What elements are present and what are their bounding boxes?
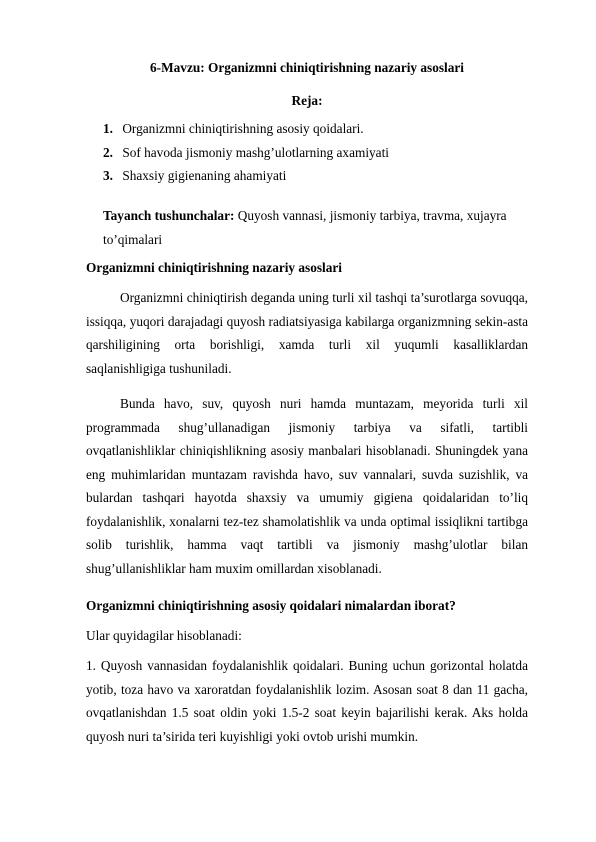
plan-item-text: Sof havoda jismoniy mashg’ulotlarning axamiyati — [122, 144, 389, 160]
section-heading: Organizmni chiniqtirishning nazariy asoslari — [86, 260, 342, 275]
plan-item-text: Shaxsiy gigienaning ahamiyati — [122, 168, 287, 183]
plan-item — [103, 121, 389, 145]
body-paragraph: Ular quyidagilar hisoblanadi: — [86, 628, 242, 643]
keywords-paragraph — [103, 204, 523, 251]
plan-item-text: Organizmni chiniqtirishning asosiy qoidalari. — [122, 121, 364, 136]
body-paragraph: Organizmni chiniqtirish deganda uning turli xil tashqi ta’surotlarga sovuqqa, issiqqa, yuqori darajadagi quyosh radiatsiyasiga kabilarga organizmning sekin-asta qarshiligining orta borishligi, xamda turli xil yuqumli kasalliklardan saqlanishligiga tushuniladi. — [86, 290, 528, 376]
keywords-label: Tayanch tushunchalar: — [103, 208, 235, 223]
plan-item — [103, 145, 389, 169]
body-paragraph: 1. Quyosh vannasidan foydalanishlik qoidalari. Buning uchun gorizontal holatda yotib, toza havo va xaroratdan foydalanishlik lozim. Asosan soat 8 dan 11 gacha, ovqatlanishdan 1.5 soat oldin yoki 1.5-2 soat keyin bajarilishi kerak. Aks holda quyosh nuri ta’sirida teri kuyishligi yoki ovtob urishi mumkin. — [86, 658, 528, 744]
plan-list — [103, 121, 389, 192]
document-title: 6-Mavzu: Organizmni chiniqtirishning nazariy asoslari — [150, 60, 464, 75]
plan-item-number: 1. — [103, 121, 113, 136]
keywords-text: Quyosh vannasi, jismoniy tarbiya, travma, xujayra to’qimalari — [103, 208, 507, 247]
plan-item-number: 3. — [103, 168, 113, 183]
plan-heading: Reja: — [291, 93, 323, 108]
plan-item-number: 2. — [103, 144, 113, 160]
plan-item — [103, 168, 389, 192]
section-heading: Organizmni chiniqtirishning asosiy qoidalari nimalardan iborat? — [86, 598, 456, 613]
body-paragraph: Bunda havo, suv, quyosh nuri hamda muntazam, meyorida turli xil programmada shug’ullanadigan jismoniy tarbiya va sifatli, tartibli ovqatlanishliklar chiniqishlikning asosiy manbalari hisoblanadi. Shuningdek yana eng muhimlaridan muntazam ravishda havo, suv vannalari, suvda suzishlik, va bulardan tashqari hayotda shaxsiy va umumiy gigiena qoidalaridan to’liq foydalanishlik, xonalarni tez-tez shamolatishlik va unda optimal issiqlikni tartibga solib turishlik, hamma vaqt tartibli va jismoniy mashg’ulotlar bilan shug’ullanishliklar ham muxim omillardan xisoblanadi. — [86, 396, 528, 576]
